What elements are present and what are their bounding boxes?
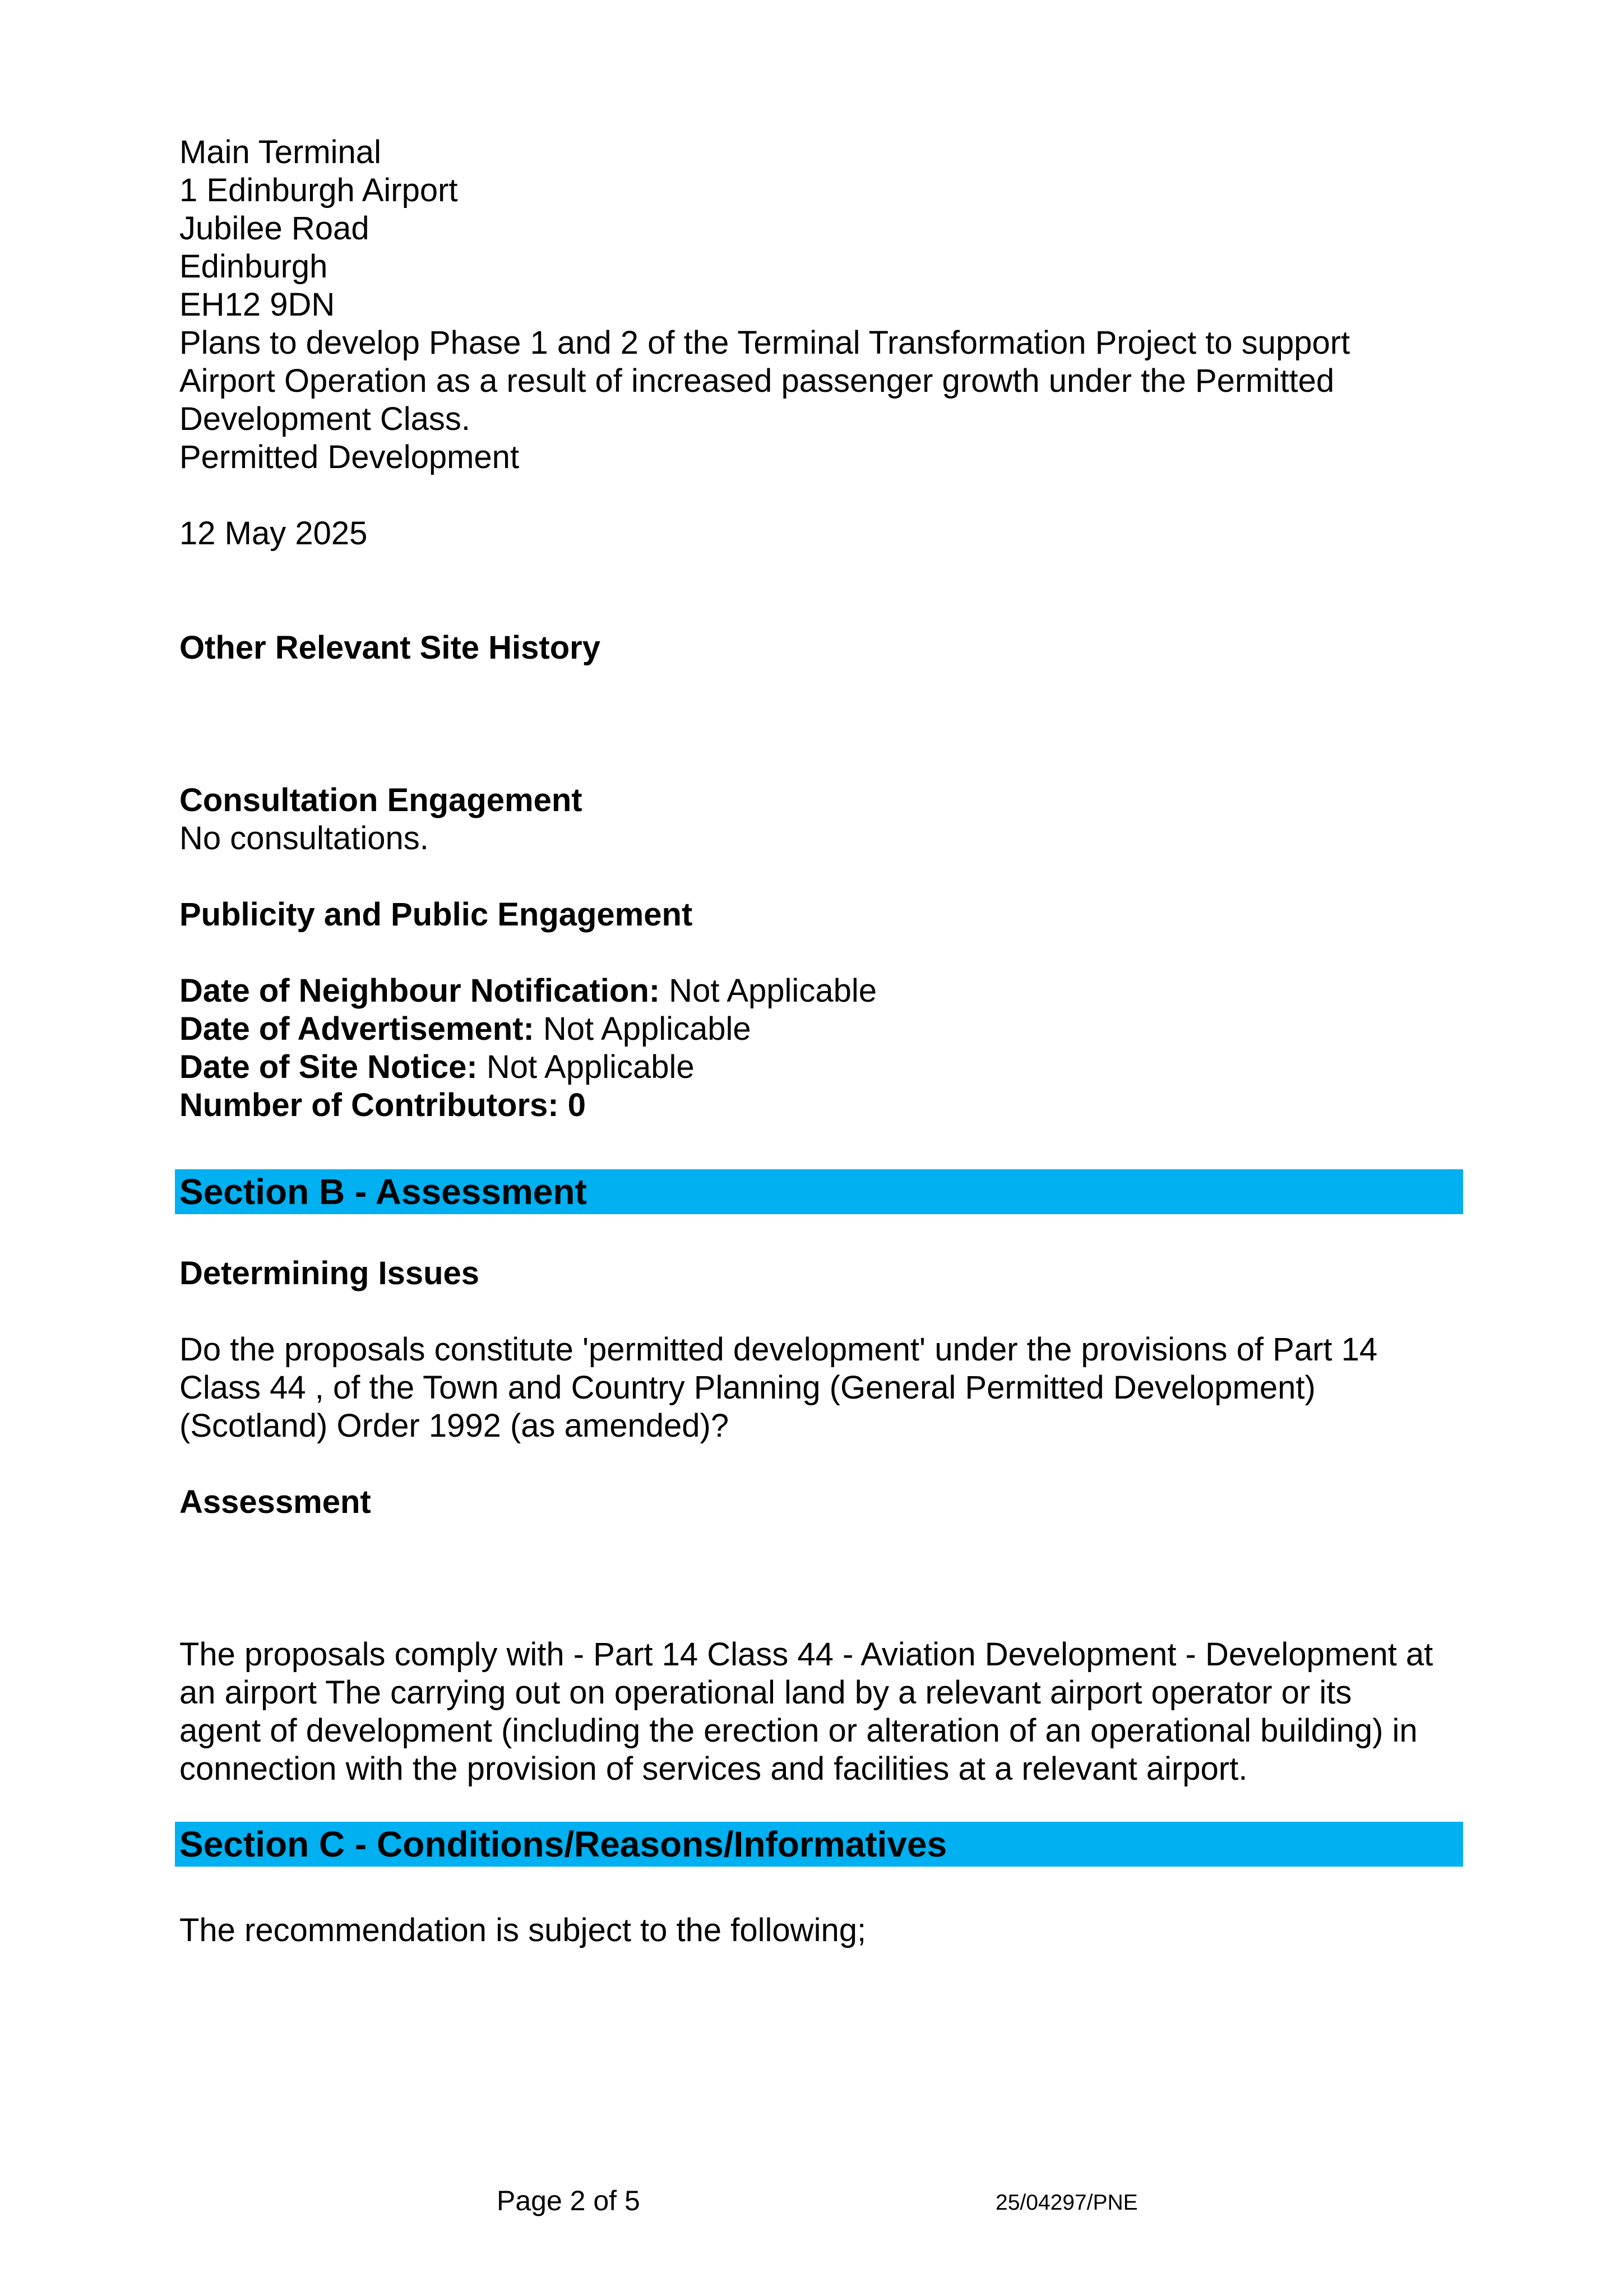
neighbour-notification-value: Not Applicable: [660, 973, 877, 1009]
section-c-title: Section C - Conditions/Reasons/Informatives: [179, 1824, 947, 1864]
address-line-4: Edinburgh: [179, 248, 328, 285]
application-type: Permitted Development: [179, 439, 520, 475]
section-c-text: The recommendation is subject to the following;: [179, 1912, 867, 1948]
site-notice-value: Not Applicable: [477, 1049, 695, 1085]
neighbour-notification-label: Date of Neighbour Notification:: [179, 973, 660, 1009]
decision-date: 12 May 2025: [179, 515, 368, 552]
address-line-1: Main Terminal: [179, 134, 381, 170]
neighbour-notification-row: [179, 972, 1469, 1010]
section-b-title: Section B - Assessment: [179, 1172, 587, 1212]
section-b-content: [179, 1255, 1469, 1788]
determining-issues-heading: Determining Issues: [179, 1255, 480, 1292]
determining-text-line-1: Do the proposals constitute 'permitted development' under the provisions of Part 14: [179, 1331, 1378, 1368]
assessment-text-line-1: The proposals comply with - Part 14 Class 44 - Aviation Development - Development at: [179, 1636, 1433, 1673]
advertisement-value: Not Applicable: [534, 1011, 751, 1047]
section-b-header: [175, 1169, 1463, 1214]
assessment-text-line-4: connection with the provision of services and facilities at a relevant airport.: [179, 1751, 1248, 1787]
site-history-heading: Other Relevant Site History: [179, 629, 600, 666]
page-number: Page 2 of 5: [497, 2185, 640, 2216]
consultation-heading: Consultation Engagement: [179, 782, 582, 818]
section-c-content: [179, 1911, 1469, 1950]
address-postcode: EH12 9DN: [179, 286, 335, 323]
assessment-heading: Assessment: [179, 1484, 371, 1520]
publicity-heading: Publicity and Public Engagement: [179, 896, 693, 933]
proposal-line-1: Plans to develop Phase 1 and 2 of the Terminal Transformation Project to support: [179, 325, 1350, 361]
site-notice-row: [179, 1048, 1469, 1086]
site-notice-label: Date of Site Notice:: [179, 1049, 478, 1085]
contributors-row: Number of Contributors: 0: [179, 1087, 586, 1123]
section-c-header: [175, 1822, 1463, 1867]
consultation-text: No consultations.: [179, 820, 429, 857]
page-content: [179, 133, 1469, 1124]
assessment-text-line-2: an airport The carrying out on operational land by a relevant airport operator or its: [179, 1674, 1352, 1711]
assessment-text-line-3: agent of development (including the erection or alteration of an operational building) in: [179, 1712, 1418, 1749]
address-line-3: Jubilee Road: [179, 210, 369, 247]
proposal-line-2: Airport Operation as a result of increased passenger growth under the Permitted: [179, 363, 1335, 399]
advertisement-row: [179, 1010, 1469, 1048]
proposal-line-3: Development Class.: [179, 401, 470, 437]
address-line-2: 1 Edinburgh Airport: [179, 172, 458, 209]
determining-text-line-3: (Scotland) Order 1992 (as amended)?: [179, 1408, 729, 1444]
advertisement-label: Date of Advertisement:: [179, 1011, 534, 1047]
determining-text-line-2: Class 44 , of the Town and Country Planning (General Permitted Development): [179, 1369, 1316, 1406]
application-reference: 25/04297/PNE: [996, 2191, 1138, 2215]
